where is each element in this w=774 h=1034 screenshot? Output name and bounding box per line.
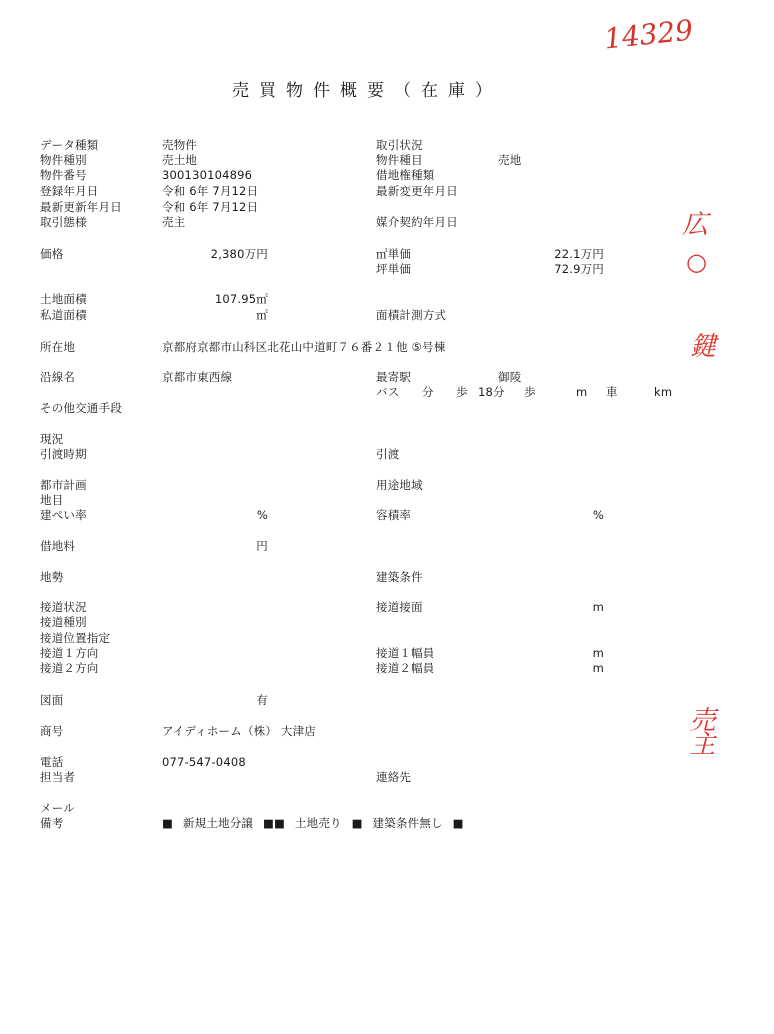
remarks-value: ■ 新規土地分譲 ■■ 土地売り ■ 建築条件無し ■ <box>162 816 464 830</box>
address-label: 所在地 <box>40 340 76 354</box>
phone-label: 電話 <box>40 755 64 769</box>
sqm-price-label: ㎡単価 <box>376 247 412 261</box>
land-area-value: 107.95㎡ <box>214 292 268 306</box>
far-label: 容積率 <box>376 508 412 522</box>
price-value: 2,380万円 <box>210 247 268 261</box>
road1-dir-label: 接道１方向 <box>40 646 99 660</box>
handwritten-number: 14329 <box>602 13 695 56</box>
land-category-label: 地目 <box>40 493 64 507</box>
terrain-label: 地勢 <box>40 570 64 584</box>
phone-value: 077-547-0408 <box>162 755 246 769</box>
handwritten-note-circle: ○ <box>686 248 707 276</box>
drawing-value: 有 <box>256 693 268 707</box>
company-value: アイディホーム（株） 大津店 <box>162 724 316 738</box>
trade-status-label: 取引状況 <box>376 138 423 152</box>
distance-m-label: m <box>576 385 588 399</box>
road1-width-unit: m <box>592 646 604 660</box>
property-no-value: 300130104896 <box>162 168 253 182</box>
private-road-unit: ㎡ <box>256 308 268 322</box>
land-area-label: 土地面積 <box>40 292 87 306</box>
road2-width-label: 接道２幅員 <box>376 661 435 675</box>
build-cond-label: 建築条件 <box>376 570 423 584</box>
reg-date-value: 令和 6年 7月12日 <box>162 184 259 198</box>
city-plan-label: 都市計画 <box>40 478 87 492</box>
road-frontage-label: 接道接面 <box>376 600 423 614</box>
sqm-price-value: 22.1万円 <box>554 247 604 261</box>
km-label: km <box>654 385 673 399</box>
trade-mode-label: 取引態様 <box>40 215 87 229</box>
road-frontage-unit: m <box>592 600 604 614</box>
company-label: 商号 <box>40 724 64 738</box>
property-kind-label: 物件種別 <box>40 153 87 167</box>
broker-contract-label: 媒介契約年月日 <box>376 215 458 229</box>
car-label: 車 <box>606 385 618 399</box>
property-no-label: 物件番号 <box>40 168 87 182</box>
remarks-label: 備考 <box>40 816 64 830</box>
handover-label: 引渡 <box>376 447 400 461</box>
reg-date-label: 登録年月日 <box>40 184 99 198</box>
last-change-label: 最新変更年月日 <box>376 184 458 198</box>
handwritten-note-wide: 広 <box>682 210 709 240</box>
road1-width-label: 接道１幅員 <box>376 646 435 660</box>
coverage-label: 建ぺい率 <box>40 508 87 522</box>
far-unit: % <box>592 508 604 522</box>
line-value: 京都市東西線 <box>162 370 233 384</box>
road2-width-unit: m <box>592 661 604 675</box>
handwritten-note-seller: 売主 <box>685 706 715 754</box>
walk-label-2: 歩 <box>524 385 536 399</box>
coverage-unit: % <box>256 508 268 522</box>
walk-value: 18分 <box>478 385 505 399</box>
handwritten-note-key: 鍵 <box>690 332 717 362</box>
land-rent-label: 借地料 <box>40 539 76 553</box>
other-transport-label: その他交通手段 <box>40 401 122 415</box>
data-type-value: 売物件 <box>162 138 198 152</box>
leasehold-type-label: 借地権種類 <box>376 168 435 182</box>
road-status-label: 接道状況 <box>40 600 87 614</box>
property-item-value: 売地 <box>498 153 522 167</box>
property-item-label: 物件種目 <box>376 153 423 167</box>
data-type-label: データ種類 <box>40 138 99 152</box>
road-type-label: 接道種別 <box>40 615 87 629</box>
mail-label: メール <box>40 801 75 815</box>
private-road-label: 私道面積 <box>40 308 87 322</box>
land-rent-unit: 円 <box>256 539 268 553</box>
tsubo-price-label: 坪単価 <box>376 262 412 276</box>
handover-time-label: 引渡時期 <box>40 447 87 461</box>
tsubo-price-value: 72.9万円 <box>554 262 604 276</box>
station-value: 御陵 <box>498 370 522 384</box>
drawing-label: 図面 <box>40 693 64 707</box>
last-update-label: 最新更新年月日 <box>40 200 122 214</box>
last-update-value: 令和 6年 7月12日 <box>162 200 259 214</box>
bus-label: バス <box>376 385 400 399</box>
person-label: 担当者 <box>40 770 76 784</box>
area-method-label: 面積計測方式 <box>376 308 447 322</box>
road2-dir-label: 接道２方向 <box>40 661 99 675</box>
contact-label: 連絡先 <box>376 770 412 784</box>
price-label: 価格 <box>40 247 64 261</box>
property-kind-value: 売土地 <box>162 153 198 167</box>
use-zone-label: 用途地域 <box>376 478 423 492</box>
bus-min-label: 分 <box>422 385 434 399</box>
road-designation-label: 接道位置指定 <box>40 631 111 645</box>
trade-mode-value: 売主 <box>162 215 186 229</box>
document-title: 売買物件概要（在庫） <box>232 81 502 101</box>
station-label: 最寄駅 <box>376 370 412 384</box>
walk-label: 歩 <box>456 385 468 399</box>
address-value: 京都府京都市山科区北花山中道町７６番２１他 ⑤号棟 <box>162 340 446 354</box>
current-label: 現況 <box>40 432 64 446</box>
line-label: 沿線名 <box>40 370 76 384</box>
